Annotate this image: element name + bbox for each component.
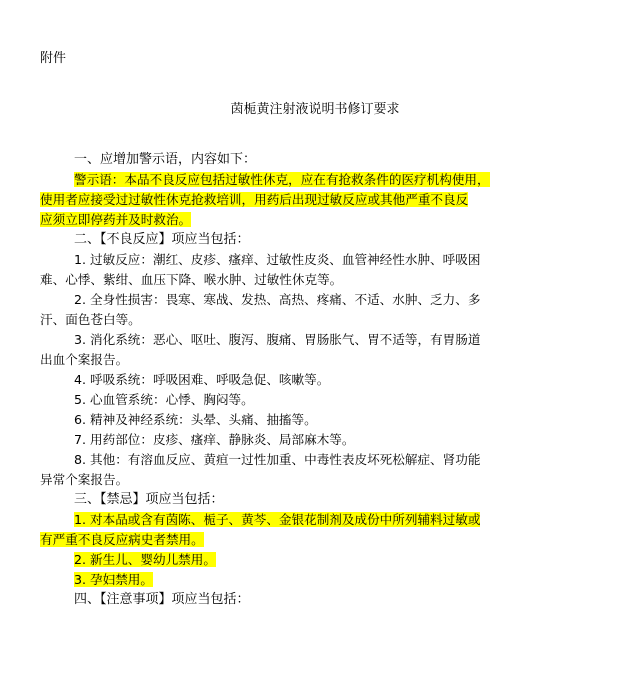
- adverse-reaction-line: 6. 精神及神经系统：头晕、头痛、抽搐等。: [74, 412, 317, 427]
- adverse-reaction-line: 难、心悸、紫绀、血压下降、喉水肿、过敏性休克等。: [40, 272, 343, 287]
- highlighted-text: 有严重不良反应病史者禁用。: [40, 532, 204, 547]
- adverse-reaction-line: 4. 呼吸系统：呼吸困难、呼吸急促、咳嗽等。: [74, 372, 330, 387]
- adverse-reaction-line: 汗、面色苍白等。: [40, 312, 141, 327]
- contraindication-line: [40, 550, 588, 570]
- adverse-reaction-line: 8. 其他：有溶血反应、黄疸一过性加重、中毒性表皮坏死松解症、肾功能: [74, 452, 481, 467]
- highlighted-text: 2. 新生儿、婴幼儿禁用。: [74, 552, 216, 567]
- adverse-reaction-line: 5. 心血管系统：心悸、胸闷等。: [74, 392, 254, 407]
- section-heading-precautions: 四、【注意事项】项应当包括：: [74, 592, 250, 607]
- adverse-reaction-line: 2. 全身性损害：畏寒、寒战、发热、高热、疼痛、不适、水肿、乏力、多: [74, 292, 481, 307]
- section-heading-adverse-reactions: 二、【不良反应】项应当包括：: [74, 232, 250, 247]
- contraindication-line: [40, 570, 588, 590]
- contraindication-line: [40, 510, 588, 530]
- highlighted-text: 警示语：本品不良反应包括过敏性休克，应在有抢救条件的医疗机构使用，: [74, 172, 490, 187]
- warning-line: [40, 210, 588, 230]
- document-body: [40, 150, 588, 610]
- section-heading-warning: 一、应增加警示语，内容如下：: [74, 152, 257, 167]
- highlighted-text: 1. 对本品或含有茵陈、栀子、黄芩、金银花制剂及成份中所列辅料过敏或: [74, 512, 481, 527]
- warning-line: [40, 170, 588, 190]
- adverse-reaction-line: 7. 用药部位：皮疹、瘙痒、静脉炎、局部麻木等。: [74, 432, 355, 447]
- contraindication-line: [40, 530, 588, 550]
- highlighted-text: 使用者应接受过过敏性休克抢救培训，用药后出现过敏反应或其他严重不良反: [40, 192, 469, 207]
- document-title: 茵栀黄注射液说明书修订要求: [230, 102, 400, 117]
- attachment-label: 附件: [40, 51, 67, 66]
- highlighted-text: 3. 孕妇禁用。: [74, 572, 153, 587]
- section-heading-contraindications: 三、【禁忌】项应当包括：: [74, 492, 224, 507]
- adverse-reaction-line: 异常个案报告。: [40, 472, 129, 487]
- highlighted-text: 应须立即停药并及时救治。: [40, 212, 192, 227]
- adverse-reaction-line: 1. 过敏反应：潮红、皮疹、瘙痒、过敏性皮炎、血管神经性水肿、呼吸困: [74, 252, 481, 267]
- adverse-reaction-line: 出血个案报告。: [40, 352, 129, 367]
- warning-line: [40, 190, 588, 210]
- adverse-reaction-line: 3. 消化系统：恶心、呕吐、腹泻、腹痛、胃肠胀气、胃不适等，有胃肠道: [74, 332, 481, 347]
